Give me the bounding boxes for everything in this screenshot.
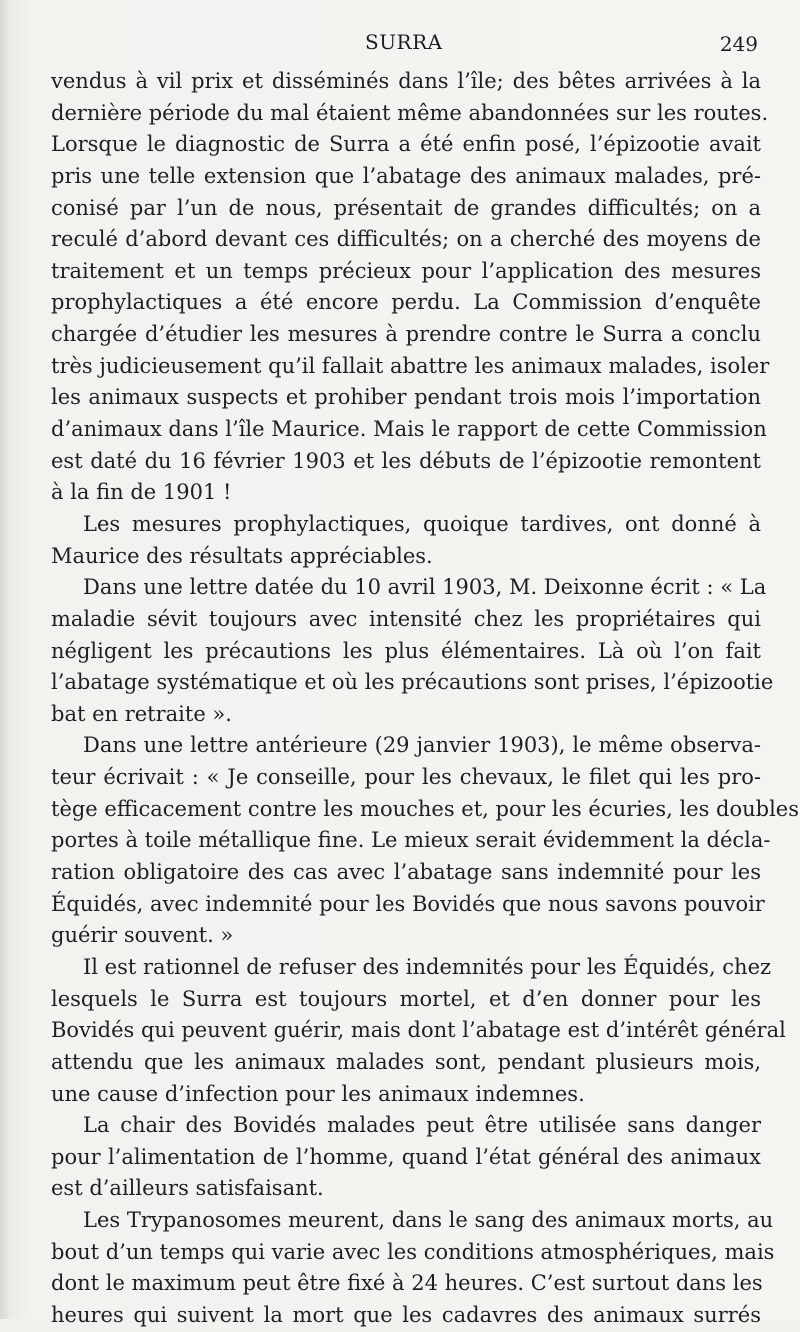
text-line: bat en retraite ». bbox=[51, 701, 232, 726]
text-line: ration obligatoire des cas avec l’abatage sans indemnité pour les bbox=[51, 860, 761, 885]
text-line: est d’ailleurs satisfaisant. bbox=[51, 1176, 324, 1201]
text-line: dernière période du mal étaient même abandonnées sur les routes. bbox=[51, 100, 769, 125]
page-number: 249 bbox=[719, 32, 758, 56]
text-line: Les mesures prophylactiques, quoique tardives, ont donné à bbox=[83, 511, 761, 536]
text-line: Maurice des résultats appréciables. bbox=[51, 543, 433, 568]
text-line: teur écrivait : « Je conseille, pour les chevaux, le filet qui les pro- bbox=[51, 765, 761, 790]
text-line: une cause d’infection pour les animaux indemnes. bbox=[51, 1081, 585, 1106]
page-header bbox=[0, 30, 800, 58]
text-line: prophylactiques a été encore perdu. La Commission d’enquête bbox=[51, 290, 761, 315]
text-line: les animaux suspects et prohiber pendant trois mois l’importation bbox=[51, 385, 761, 410]
text-line: très judicieusement qu’il fallait abattre les animaux malades, isoler bbox=[51, 353, 770, 378]
text-line: Dans une lettre datée du 10 avril 1903, M. Deixonne écrit : « La bbox=[83, 575, 767, 600]
text-line: tège efficacement contre les mouches et, pour les écuries, les doubles bbox=[51, 796, 800, 821]
text-line: heures qui suivent la mort que les cadavres des animaux surrés bbox=[51, 1302, 761, 1327]
text-line: bout d’un temps qui varie avec les conditions atmosphériques, mais bbox=[51, 1239, 775, 1264]
text-line: vendus à vil prix et disséminés dans l’île; des bêtes arrivées à la bbox=[51, 69, 761, 93]
text-line: dont le maximum peut être fixé à 24 heures. C’est surtout dans les bbox=[51, 1271, 763, 1296]
text-line: conisé par l’un de nous, présentait de grandes difficultés; on a bbox=[51, 195, 761, 220]
body-text bbox=[51, 66, 800, 1332]
text-line: portes à toile métallique fine. Le mieux serait évidemment la décla- bbox=[51, 828, 771, 853]
text-line: maladie sévit toujours avec intensité chez les propriétaires qui bbox=[51, 606, 761, 631]
text-line: Équidés, avec indemnité pour les Bovidés que nous savons pouvoir bbox=[51, 891, 765, 916]
text-line: Dans une lettre antérieure (29 janvier 1903), le même observa- bbox=[83, 733, 761, 758]
text-line: traitement et un temps précieux pour l’application des mesures bbox=[51, 258, 761, 283]
text-line: l’abatage systématique et où les précautions sont prises, l’épizootie bbox=[51, 670, 774, 695]
text-line: pour l’alimentation de l’homme, quand l’état général des animaux bbox=[51, 1144, 761, 1169]
text-line: à la fin de 1901 ! bbox=[51, 480, 232, 505]
text-line: négligent les précautions les plus élémentaires. Là où l’on fait bbox=[51, 638, 761, 663]
text-line: guérir souvent. » bbox=[51, 923, 234, 948]
text-line: d’animaux dans l’île Maurice. Mais le rapport de cette Commission bbox=[51, 417, 767, 442]
text-line: Lorsque le diagnostic de Surra a été enfin posé, l’épizootie avait bbox=[51, 132, 761, 157]
text-line: attendu que les animaux malades sont, pendant plusieurs mois, bbox=[51, 1049, 761, 1074]
text-line: lesquels le Surra est toujours mortel, et d’en donner pour les bbox=[51, 986, 761, 1011]
running-head: SURRA bbox=[365, 30, 443, 54]
text-line: Bovidés qui peuvent guérir, mais dont l’abatage est d’intérêt général bbox=[51, 1018, 786, 1043]
text-line: est daté du 16 février 1903 et les débuts de l’épizootie remontent bbox=[51, 448, 761, 473]
text-line: reculé d’abord devant ces difficultés; on a cherché des moyens de bbox=[51, 227, 761, 252]
text-line: La chair des Bovidés malades peut être utilisée sans danger bbox=[83, 1113, 761, 1138]
text-line: Les Trypanosomes meurent, dans le sang des animaux morts, au bbox=[83, 1208, 774, 1233]
text-line: pris une telle extension que l’abatage des animaux malades, pré- bbox=[51, 163, 761, 188]
text-line: Il est rationnel de refuser des indemnités pour les Équidés, chez bbox=[83, 954, 772, 979]
text-line: chargée d’étudier les mesures à prendre contre le Surra a conclu bbox=[51, 322, 761, 347]
